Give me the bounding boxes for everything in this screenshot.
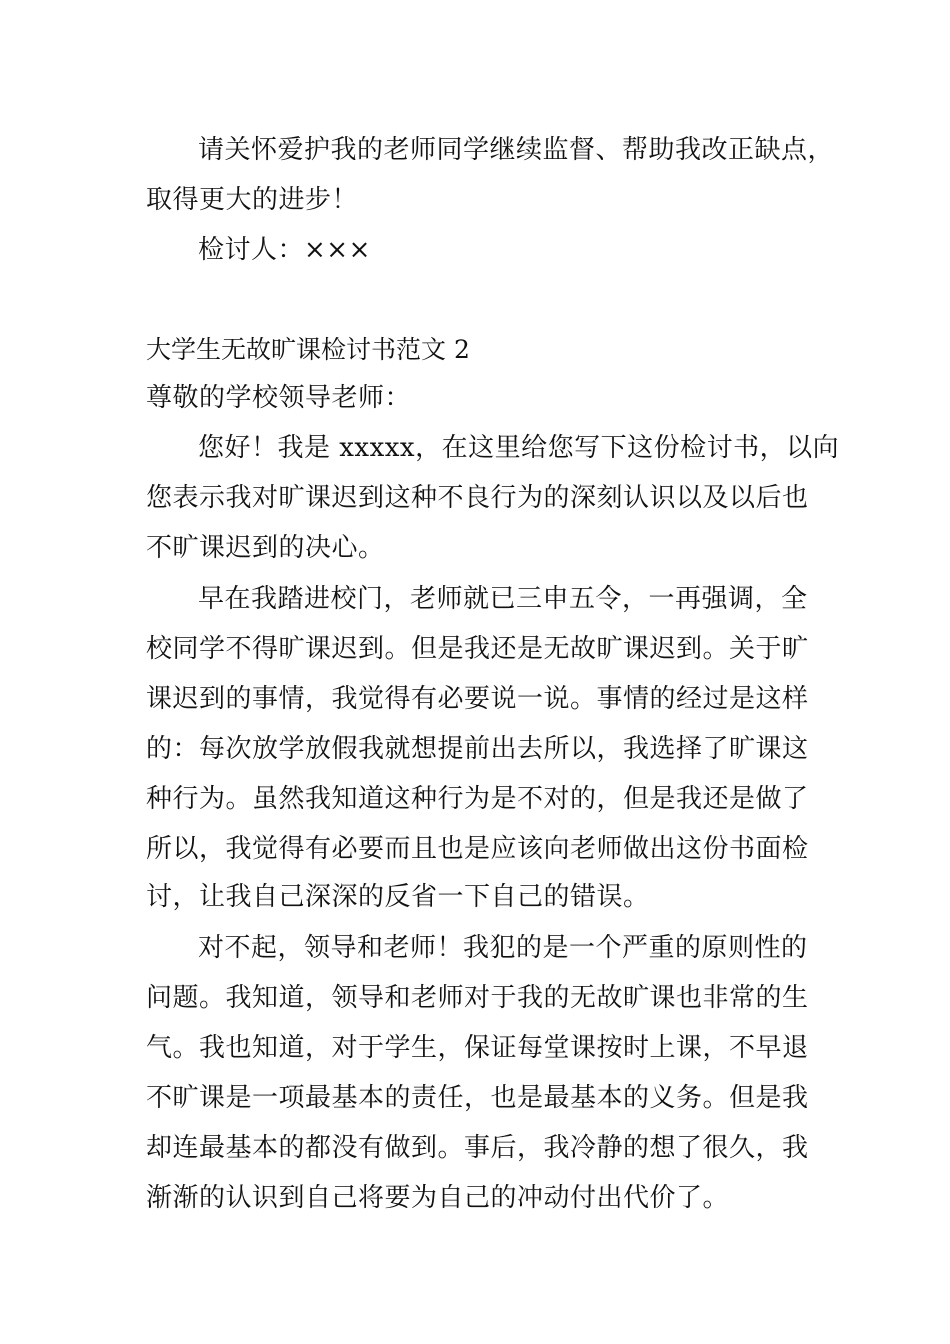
paragraph-2-line-7: 讨，让我自己深深的反省一下自己的错误。 xyxy=(146,882,650,912)
paragraph-2-line-1: 早在我踏进校门，老师就已三申五令，一再强调，全 xyxy=(198,584,808,614)
paragraph-1-line-1: 您好！我是 xxxxx，在这里给您写下这份检讨书，以向 xyxy=(198,433,840,463)
paragraph-3-line-3: 气。我也知道，对于学生，保证每堂课按时上课，不早退 xyxy=(146,1033,809,1063)
paragraph-2-line-2: 校同学不得旷课迟到。但是我还是无故旷课迟到。关于旷 xyxy=(146,634,809,664)
closing-line-1: 请关怀爱护我的老师同学继续监督、帮助我改正缺点， xyxy=(198,135,835,165)
essay-title: 大学生无故旷课检讨书范文 2 xyxy=(146,335,470,364)
paragraph-2-line-4: 的：每次放学放假我就想提前出去所以，我选择了旷课这 xyxy=(146,734,809,764)
paragraph-1-line-3: 不旷课迟到的决心。 xyxy=(146,533,385,563)
paragraph-1-line-2: 您表示我对旷课迟到这种不良行为的深刻认识以及以后也 xyxy=(146,483,809,513)
closing-line-2: 取得更大的进步！ xyxy=(146,185,359,215)
paragraph-2-line-3: 课迟到的事情，我觉得有必要说一说。事情的经过是这样 xyxy=(146,684,809,714)
signature-line: 检讨人：××× xyxy=(198,235,371,265)
paragraph-3-line-2: 问题。我知道，领导和老师对于我的无故旷课也非常的生 xyxy=(146,983,809,1013)
salutation: 尊敬的学校领导老师： xyxy=(146,383,412,413)
paragraph-3-line-4: 不旷课是一项最基本的责任，也是最基本的义务。但是我 xyxy=(146,1083,809,1113)
paragraph-3-line-6: 渐渐的认识到自己将要为自己的冲动付出代价了。 xyxy=(146,1183,730,1213)
paragraph-2-line-6: 所以，我觉得有必要而且也是应该向老师做出这份书面检 xyxy=(146,834,809,864)
paragraph-3-line-5: 却连最基本的都没有做到。事后，我冷静的想了很久，我 xyxy=(146,1133,809,1163)
paragraph-2-line-5: 种行为。虽然我知道这种行为是不对的，但是我还是做了 xyxy=(146,784,809,814)
paragraph-3-line-1: 对不起，领导和老师！我犯的是一个严重的原则性的 xyxy=(198,933,808,963)
